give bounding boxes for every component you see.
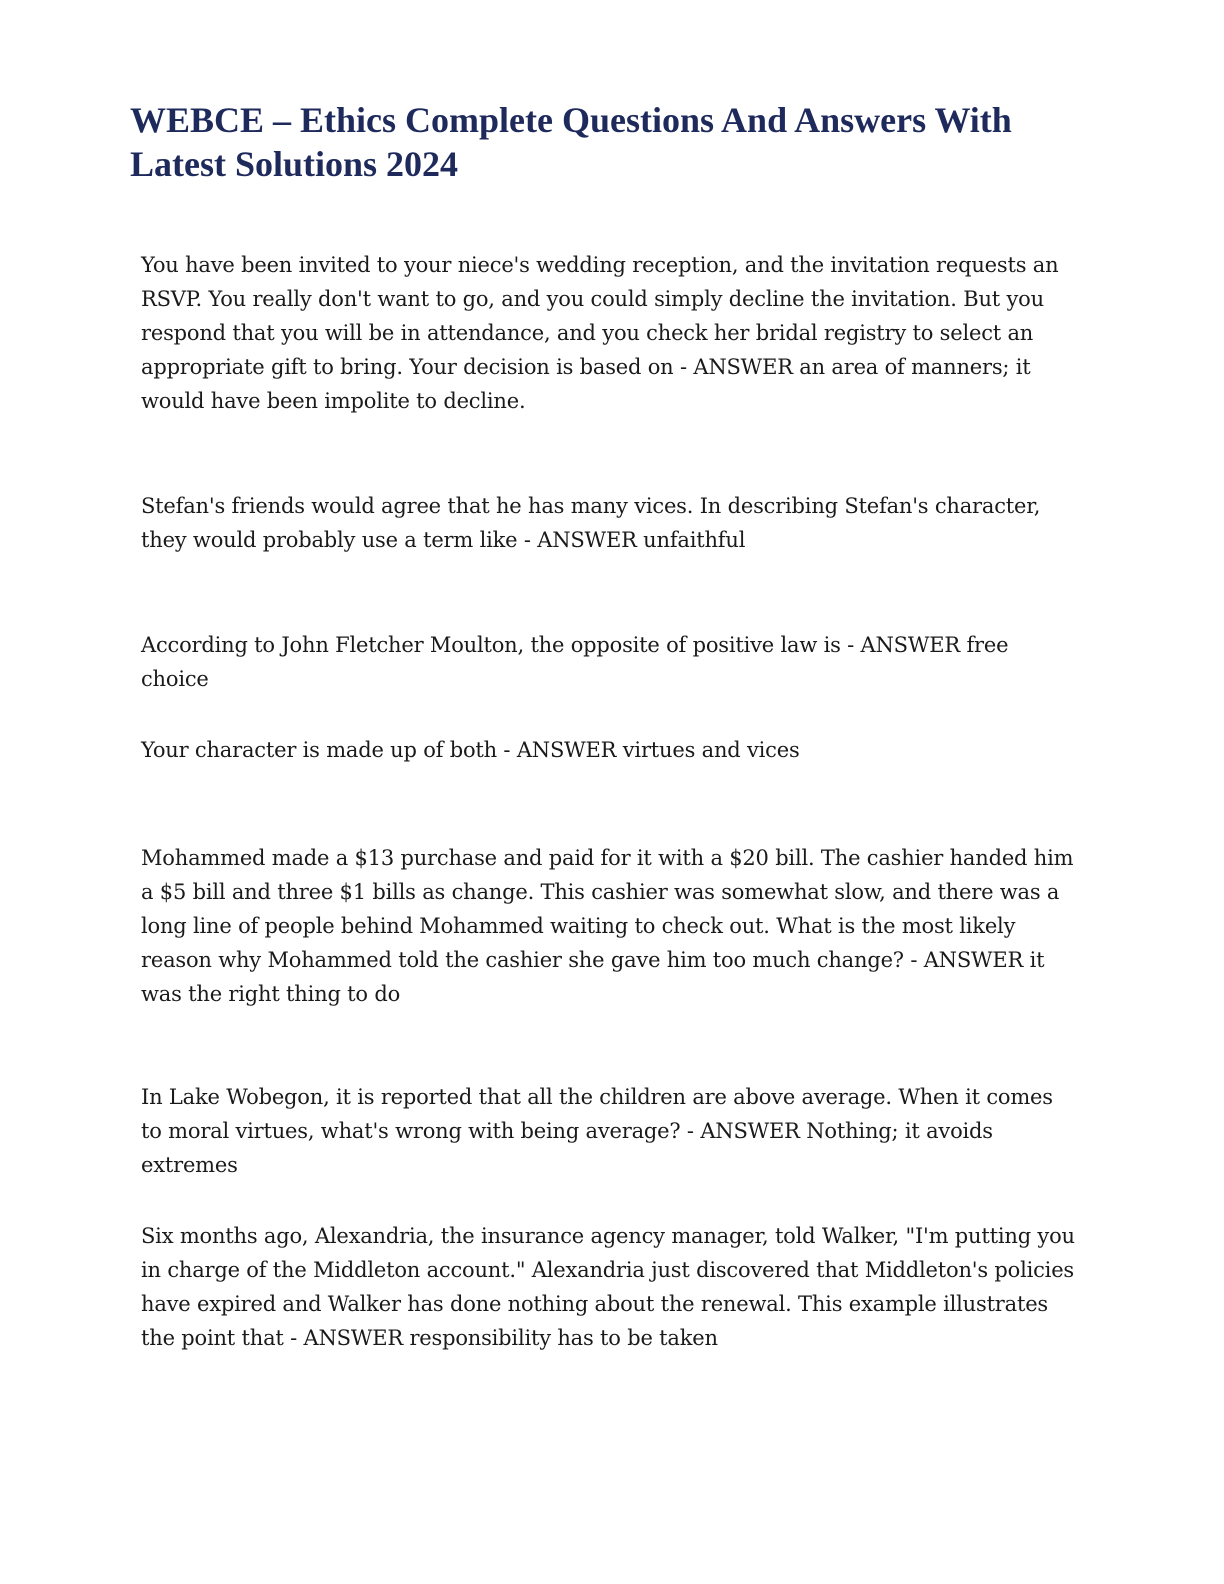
answer-marker: ANSWER xyxy=(923,948,1024,972)
answer-marker: ANSWER xyxy=(860,633,960,657)
qa-item xyxy=(141,733,1076,767)
question-text: Mohammed made a $13 purchase and paid for it with a $20 bill. The cashier handed him a $5 bill and three $1 bills as change. This cashier was somewhat slow, and there was a long line of people behind Mohammed waiting to check out. What is the most likely reason why Mohammed told the cashier she gave him too much change? - xyxy=(141,846,1074,972)
qa-item xyxy=(141,1080,1076,1182)
answer-text: an area of manners; it would have been impolite to decline. xyxy=(141,355,1031,413)
question-text: Stefan's friends would agree that he has many vices. In describing Stefan's character, they would probably use a term like - xyxy=(141,494,1041,552)
qa-item xyxy=(141,841,1076,1011)
question-text: Six months ago, Alexandria, the insurance agency manager, told Walker, "I'm putting you in charge of the Middleton account." Alexandria just discovered that Middleton's policies have expired and Walker has done nothing about the renewal. This example illustrates the point that - xyxy=(141,1224,1075,1350)
answer-text: Nothing; it avoids extremes xyxy=(141,1119,993,1177)
question-text: In Lake Wobegon, it is reported that all the children are above average. When it comes to moral virtues, what's wrong with being average? - xyxy=(141,1085,1053,1143)
qa-item xyxy=(141,248,1076,418)
answer-marker: ANSWER xyxy=(516,738,617,762)
question-text: You have been invited to your niece's wedding reception, and the invitation requests an RSVP. You really don't want to go, and you could simply decline the invitation. But you respond that you will be in attendance, and you check her bridal registry to select an appropriate gift to bring. Your decision is based on - xyxy=(141,253,1059,379)
answer-marker: ANSWER xyxy=(537,528,637,552)
answer-text: it was the right thing to do xyxy=(141,948,1045,1006)
answer-text: free choice xyxy=(141,633,1009,691)
qa-item xyxy=(141,489,1076,557)
question-text: Your character is made up of both - xyxy=(141,738,511,762)
document-title: WEBCE – Ethics Complete Questions And Answers With Latest Solutions 2024 xyxy=(130,100,1012,184)
answer-marker: ANSWER xyxy=(303,1326,403,1350)
qa-item xyxy=(141,1219,1076,1355)
answer-marker: ANSWER xyxy=(693,355,793,379)
answer-text: responsibility has to be taken xyxy=(409,1326,718,1350)
answer-marker: ANSWER xyxy=(700,1119,800,1143)
answer-text: unfaithful xyxy=(643,528,746,552)
qa-item xyxy=(141,628,1076,696)
answer-text: virtues and vices xyxy=(622,738,800,762)
question-text: According to John Fletcher Moulton, the opposite of positive law is - xyxy=(141,633,855,657)
